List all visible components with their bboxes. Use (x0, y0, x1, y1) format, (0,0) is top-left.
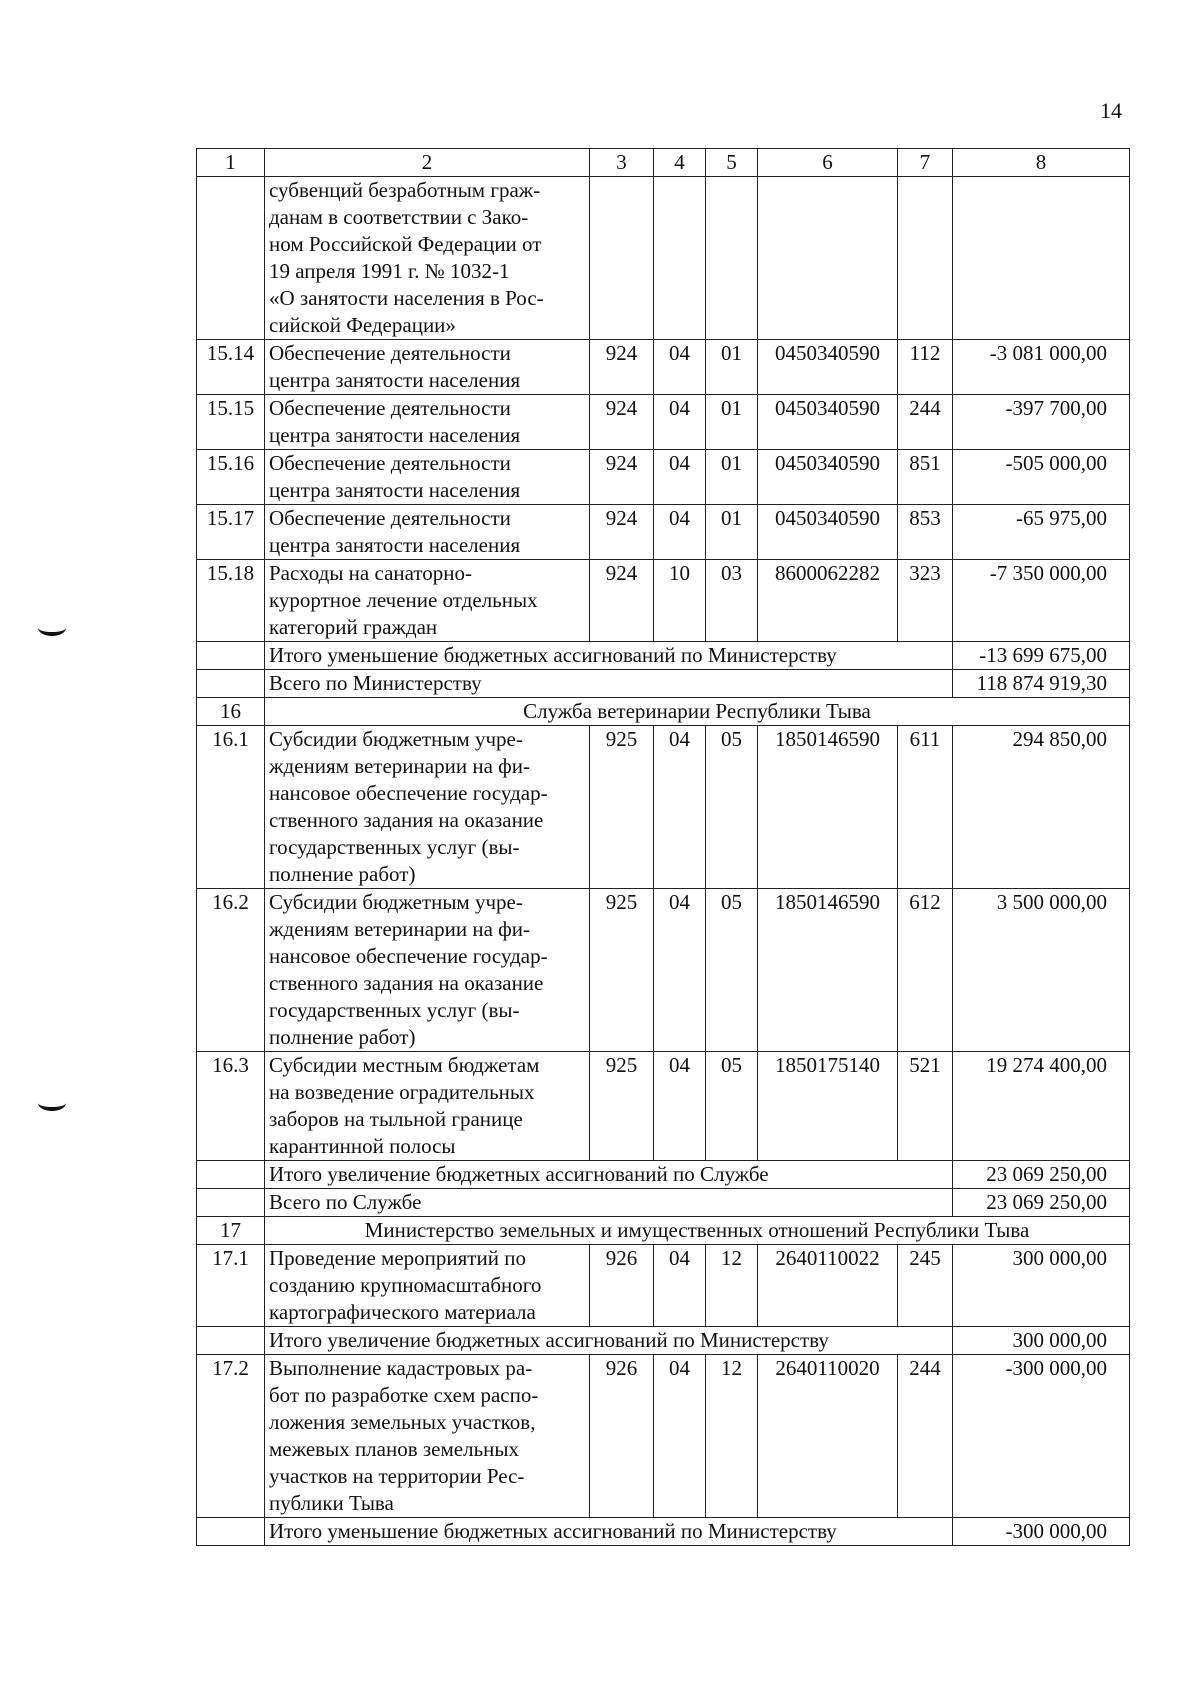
subsection-code: 12 (706, 1355, 758, 1518)
continuation-text: субвенций безработным граж- данам в соответствии с Зако- ном Российской Федерации от 19 апреля 1991 г. № 1032-1 «О занятости населения в Рос- сийской Федерации» (269, 178, 544, 337)
ministry-code: 924 (590, 395, 654, 450)
scan-mark (38, 1095, 66, 1111)
table-row (197, 340, 1130, 395)
subsection-code: 12 (706, 1245, 758, 1327)
row-description (265, 395, 590, 450)
row-description (265, 505, 590, 560)
column-number: 6 (758, 149, 898, 177)
description-text: Обеспечение деятельности центра занятости населения (269, 506, 521, 557)
total-amount: 23 069 250,00 (953, 1189, 1130, 1217)
row-number: 16.1 (197, 726, 265, 889)
section-code: 04 (654, 726, 706, 889)
row-number: 16.3 (197, 1052, 265, 1161)
section-header-row (197, 698, 1130, 726)
table-body (197, 149, 1130, 1546)
column-number: 8 (953, 149, 1130, 177)
target-article-code: 0450340590 (758, 340, 898, 395)
section-code: 04 (654, 1052, 706, 1161)
column-number: 3 (590, 149, 654, 177)
empty-cell (758, 177, 898, 340)
ministry-code: 924 (590, 560, 654, 642)
section-title: Служба ветеринарии Республики Тыва (265, 698, 1130, 726)
table-row (197, 1355, 1130, 1518)
table-row (197, 889, 1130, 1052)
subsection-code: 05 (706, 889, 758, 1052)
amount: 300 000,00 (953, 1245, 1130, 1327)
table-row (197, 505, 1130, 560)
row-number: 16.2 (197, 889, 265, 1052)
ministry-code: 925 (590, 1052, 654, 1161)
empty-cell (197, 1161, 265, 1189)
description-text: Субсидии местным бюджетам на возведение оградительных заборов на тыльной границе карантинной полосы (269, 1053, 540, 1158)
table-row (197, 1052, 1130, 1161)
continuation-row (197, 177, 1130, 340)
amount: 19 274 400,00 (953, 1052, 1130, 1161)
row-description (265, 1355, 590, 1518)
row-number: 15.14 (197, 340, 265, 395)
ministry-code: 926 (590, 1355, 654, 1518)
empty-cell (953, 177, 1130, 340)
total-amount: -300 000,00 (953, 1518, 1130, 1546)
row-number: 15.17 (197, 505, 265, 560)
amount: -3 081 000,00 (953, 340, 1130, 395)
total-label: Итого уменьшение бюджетных ассигнований по Министерству (265, 642, 953, 670)
expense-type-code: 611 (898, 726, 953, 889)
page-number: 14 (1100, 98, 1122, 123)
section-number: 17 (197, 1217, 265, 1245)
empty-cell (590, 177, 654, 340)
target-article-code: 1850146590 (758, 726, 898, 889)
row-number: 17.1 (197, 1245, 265, 1327)
section-code: 04 (654, 505, 706, 560)
amount: -397 700,00 (953, 395, 1130, 450)
expense-type-code: 612 (898, 889, 953, 1052)
total-label: Всего по Службе (265, 1189, 953, 1217)
description-text: Обеспечение деятельности центра занятости населения (269, 396, 521, 447)
amount: -7 350 000,00 (953, 560, 1130, 642)
section-code: 04 (654, 1245, 706, 1327)
section-code: 04 (654, 889, 706, 1052)
amount: -65 975,00 (953, 505, 1130, 560)
subtotal-row (197, 642, 1130, 670)
ministry-code: 924 (590, 505, 654, 560)
table-row (197, 726, 1130, 889)
target-article-code: 8600062282 (758, 560, 898, 642)
target-article-code: 0450340590 (758, 505, 898, 560)
expense-type-code: 853 (898, 505, 953, 560)
row-description (265, 560, 590, 642)
description-text: Обеспечение деятельности центра занятости населения (269, 451, 521, 502)
section-code: 10 (654, 560, 706, 642)
ministry-code: 926 (590, 1245, 654, 1327)
subsection-code: 01 (706, 450, 758, 505)
row-description (265, 726, 590, 889)
empty-cell (197, 1518, 265, 1546)
total-amount: 118 874 919,30 (953, 670, 1130, 698)
column-number-row (197, 149, 1130, 177)
row-description (265, 1245, 590, 1327)
total-amount: -13 699 675,00 (953, 642, 1130, 670)
section-code: 04 (654, 450, 706, 505)
column-number: 7 (898, 149, 953, 177)
subtotal-row (197, 1327, 1130, 1355)
section-title: Министерство земельных и имущественных отношений Республики Тыва (265, 1217, 1130, 1245)
expense-type-code: 245 (898, 1245, 953, 1327)
description-text: Субсидии бюджетным учре- ждениям ветеринарии на фи- нансовое обеспечение государ- ственного задания на оказание государственных услуг (вы- полнение работ) (269, 890, 548, 1049)
target-article-code: 0450340590 (758, 395, 898, 450)
empty-cell (197, 642, 265, 670)
empty-cell (197, 1327, 265, 1355)
section-number: 16 (197, 698, 265, 726)
amount: -505 000,00 (953, 450, 1130, 505)
total-label: Итого увеличение бюджетных ассигнований по Министерству (265, 1327, 953, 1355)
subsection-code: 01 (706, 340, 758, 395)
section-code: 04 (654, 1355, 706, 1518)
expense-type-code: 244 (898, 395, 953, 450)
description-text: Расходы на санаторно- курортное лечение отдельных категорий граждан (269, 561, 538, 639)
table-row (197, 395, 1130, 450)
column-number: 4 (654, 149, 706, 177)
amount: 3 500 000,00 (953, 889, 1130, 1052)
ministry-code: 924 (590, 450, 654, 505)
subsection-code: 03 (706, 560, 758, 642)
row-number: 15.16 (197, 450, 265, 505)
section-code: 04 (654, 395, 706, 450)
empty-cell (197, 1189, 265, 1217)
row-description (265, 1052, 590, 1161)
budget-table (196, 148, 1130, 1546)
column-number: 1 (197, 149, 265, 177)
subsection-code: 05 (706, 726, 758, 889)
target-article-code: 1850175140 (758, 1052, 898, 1161)
table-row (197, 560, 1130, 642)
subsection-code: 05 (706, 1052, 758, 1161)
subsection-code: 01 (706, 505, 758, 560)
description-text: Проведение мероприятий по созданию крупномасштабного картографического материала (269, 1246, 542, 1324)
target-article-code: 2640110022 (758, 1245, 898, 1327)
total-row (197, 670, 1130, 698)
target-article-code: 0450340590 (758, 450, 898, 505)
total-label: Итого уменьшение бюджетных ассигнований по Министерству (265, 1518, 953, 1546)
total-amount: 300 000,00 (953, 1327, 1130, 1355)
expense-type-code: 521 (898, 1052, 953, 1161)
expense-type-code: 323 (898, 560, 953, 642)
section-code: 04 (654, 340, 706, 395)
empty-cell (197, 670, 265, 698)
empty-cell (654, 177, 706, 340)
amount: -300 000,00 (953, 1355, 1130, 1518)
total-label: Всего по Министерству (265, 670, 953, 698)
total-amount: 23 069 250,00 (953, 1161, 1130, 1189)
row-number: 15.18 (197, 560, 265, 642)
subsection-code: 01 (706, 395, 758, 450)
subtotal-row (197, 1518, 1130, 1546)
table-row (197, 450, 1130, 505)
total-row (197, 1189, 1130, 1217)
description-text: Выполнение кадастровых ра- бот по разработке схем распо- ложения земельных участков, межевых планов земельных участков на территории Рес- публики Тыва (269, 1356, 539, 1515)
column-number: 5 (706, 149, 758, 177)
expense-type-code: 244 (898, 1355, 953, 1518)
row-description (265, 450, 590, 505)
row-number: 17.2 (197, 1355, 265, 1518)
section-header-row (197, 1217, 1130, 1245)
ministry-code: 925 (590, 726, 654, 889)
table-row (197, 1245, 1130, 1327)
row-description (265, 889, 590, 1052)
row-description (265, 177, 590, 340)
amount: 294 850,00 (953, 726, 1130, 889)
description-text: Субсидии бюджетным учре- ждениям ветеринарии на фи- нансовое обеспечение государ- ственного задания на оказание государственных услуг (вы- полнение работ) (269, 727, 548, 886)
expense-type-code: 112 (898, 340, 953, 395)
scan-mark (38, 620, 66, 636)
row-number (197, 177, 265, 340)
empty-cell (898, 177, 953, 340)
row-description (265, 340, 590, 395)
expense-type-code: 851 (898, 450, 953, 505)
subtotal-row (197, 1161, 1130, 1189)
target-article-code: 2640110020 (758, 1355, 898, 1518)
ministry-code: 925 (590, 889, 654, 1052)
ministry-code: 924 (590, 340, 654, 395)
empty-cell (706, 177, 758, 340)
description-text: Обеспечение деятельности центра занятости населения (269, 341, 521, 392)
column-number: 2 (265, 149, 590, 177)
row-number: 15.15 (197, 395, 265, 450)
total-label: Итого увеличение бюджетных ассигнований по Службе (265, 1161, 953, 1189)
target-article-code: 1850146590 (758, 889, 898, 1052)
